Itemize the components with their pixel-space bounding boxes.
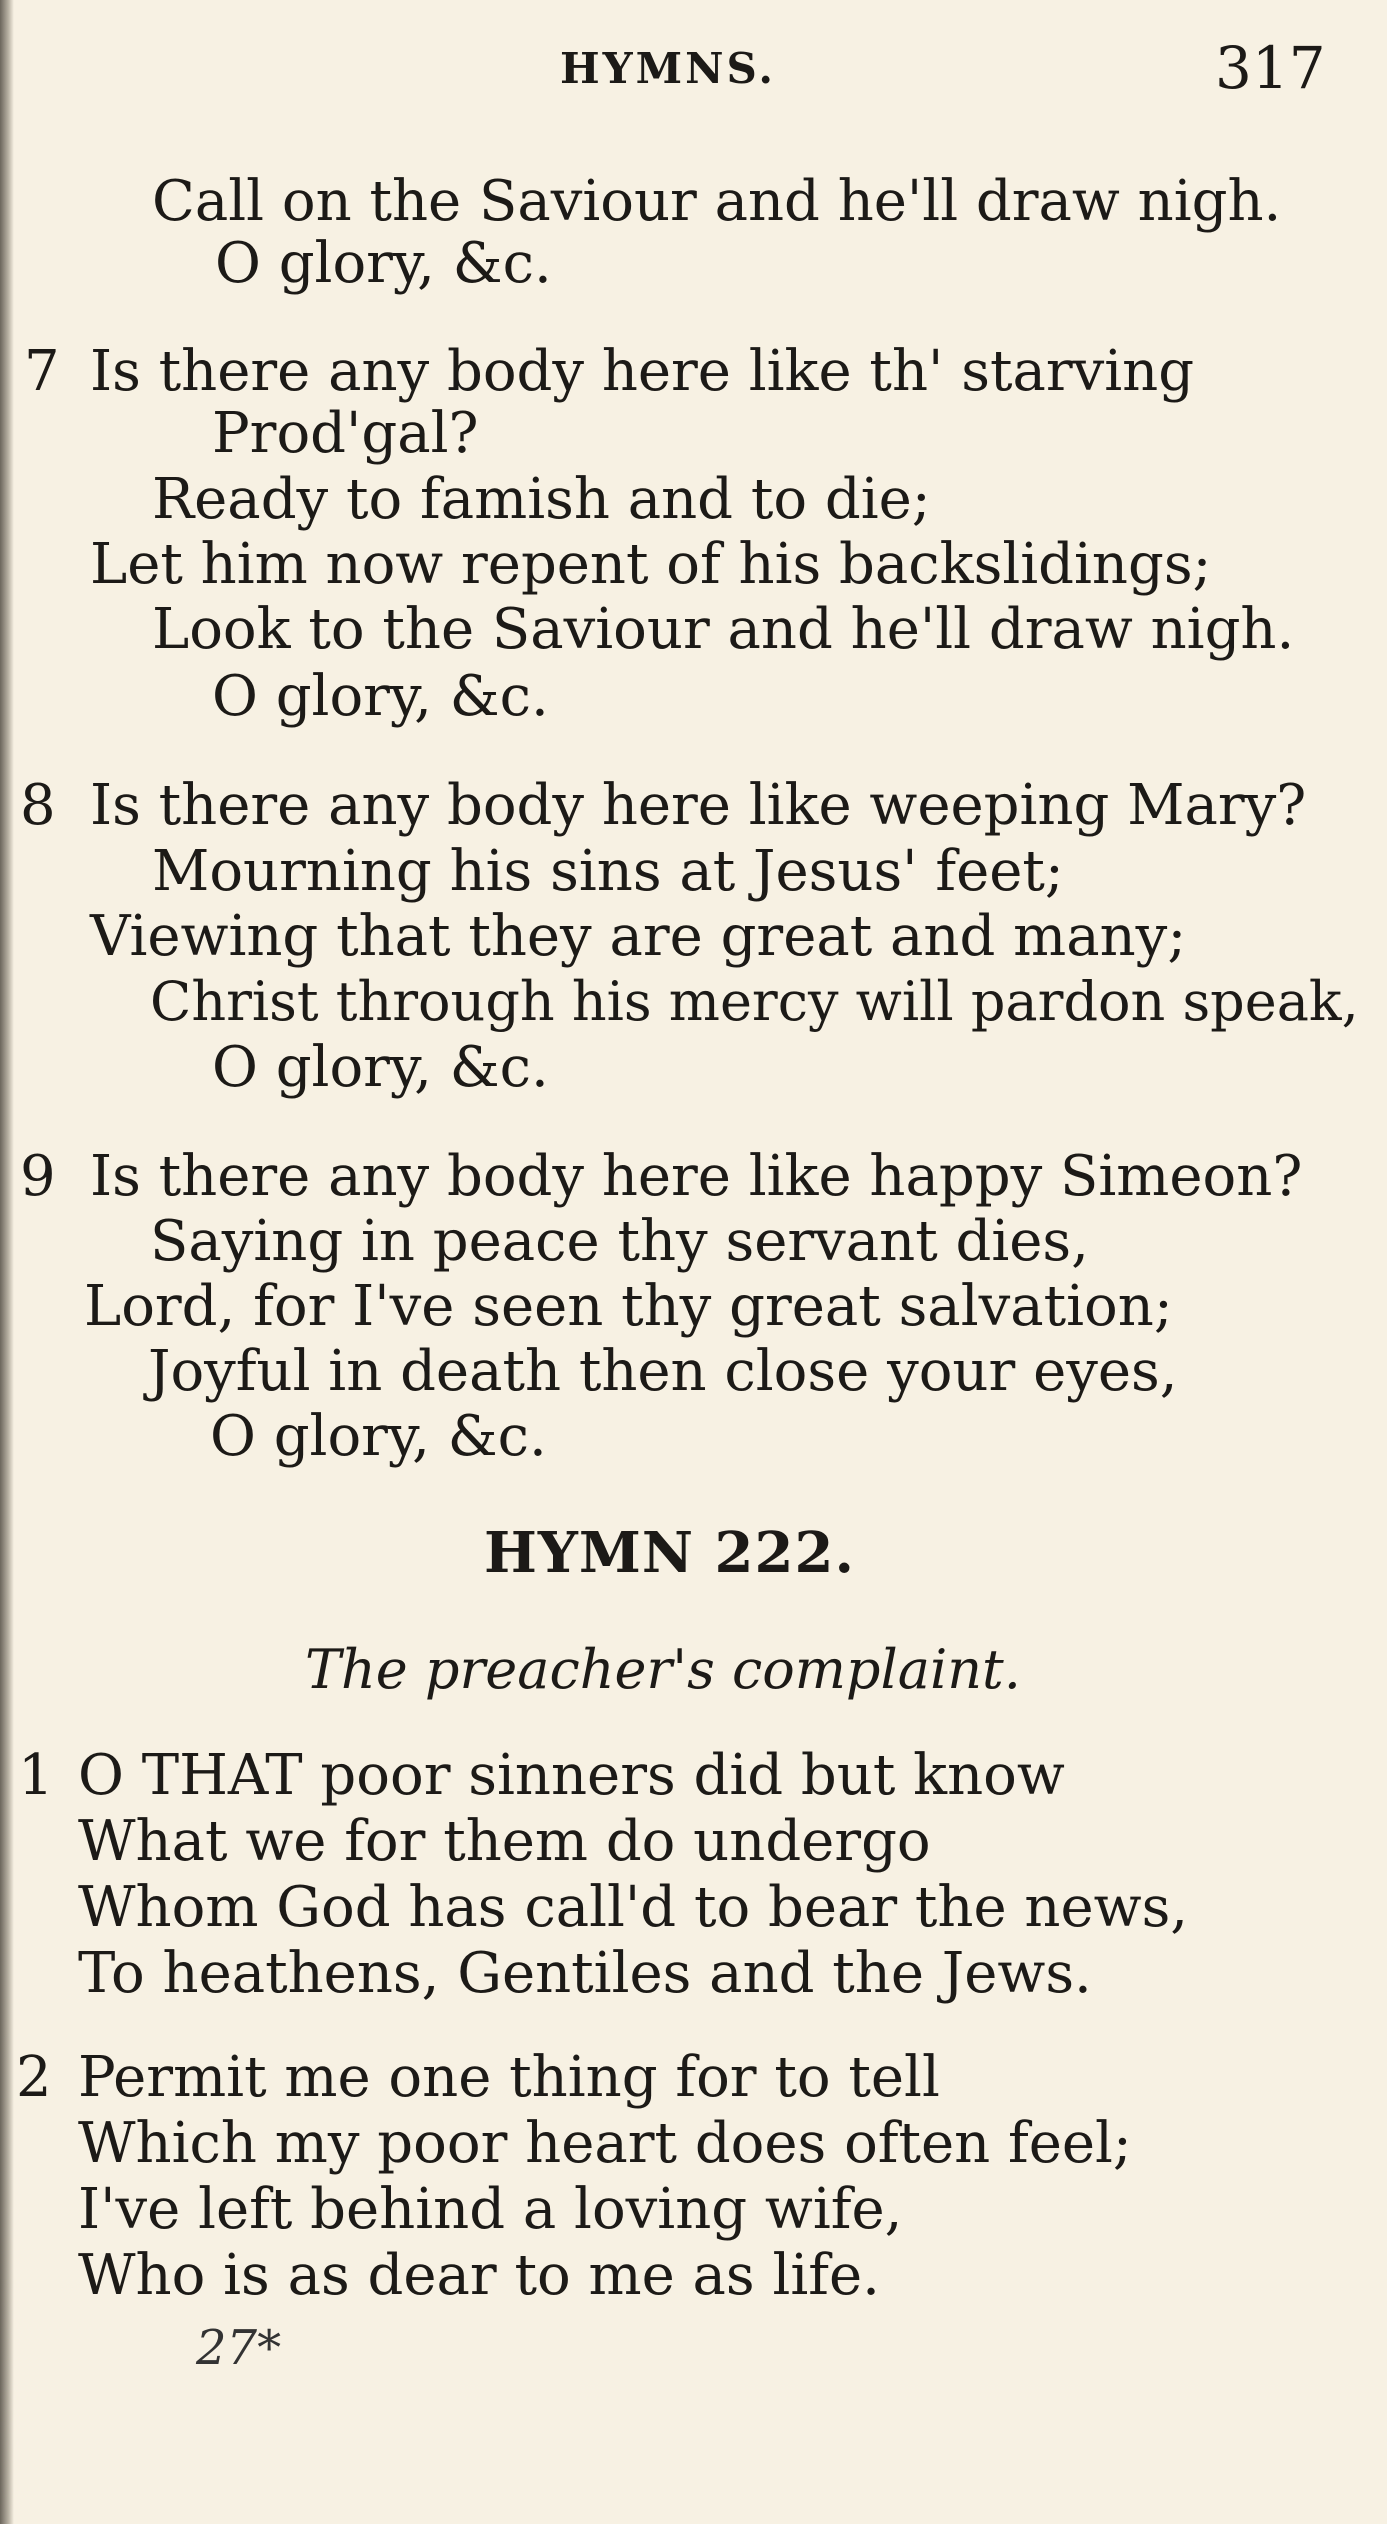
hymn-stanza1-line-4: To heathens, Gentiles and the Jews. <box>78 1941 1092 2006</box>
intro-line-1: Call on the Saviour and he'll draw nigh. <box>152 169 1282 234</box>
hymn-subtitle: The preacher's complaint. <box>305 1638 1021 1701</box>
hymn-stanza2-line-2: Which my poor heart does often feel; <box>78 2111 1132 2176</box>
stanza7-chorus: O glory, &c. <box>212 664 549 729</box>
hymn-stanza1-line-1: O THAT poor sinners did but know <box>78 1743 1065 1808</box>
hymn-stanza1-line-2: What we for them do undergo <box>78 1809 931 1874</box>
signature-mark: 27* <box>196 2320 282 2376</box>
stanza9-line-4: Joyful in death then close your eyes, <box>148 1339 1178 1404</box>
stanza8-line-3: Viewing that they are great and many; <box>90 904 1187 969</box>
stanza7-line-2: Ready to famish and to die; <box>152 467 931 532</box>
intro-chorus: O glory, &c. <box>215 231 552 296</box>
book-spine-shadow <box>0 0 14 2524</box>
stanza7-line-3: Let him now repent of his backslidings; <box>90 532 1212 597</box>
stanza-number-8: 8 <box>20 773 56 838</box>
stanza9-chorus: O glory, &c. <box>210 1404 547 1469</box>
stanza8-line-1: Is there any body here like weeping Mary? <box>90 773 1307 838</box>
stanza7-line-4: Look to the Saviour and he'll draw nigh. <box>152 597 1295 662</box>
page-header <box>0 30 1387 110</box>
stanza9-line-2: Saying in peace thy servant dies, <box>150 1209 1089 1274</box>
hymn-stanza1-line-3: Whom God has call'd to bear the news, <box>78 1875 1189 1940</box>
page-number: 317 <box>1215 34 1326 102</box>
hymn-stanza2-line-4: Who is as dear to me as life. <box>78 2243 880 2308</box>
hymn-stanza2-line-3: I've left behind a loving wife, <box>78 2177 903 2242</box>
stanza7-line-1b: Prod'gal? <box>212 401 479 466</box>
stanza-number-9: 9 <box>20 1144 56 1209</box>
stanza9-line-1: Is there any body here like happy Simeon? <box>90 1144 1303 1209</box>
stanza8-line-2: Mourning his sins at Jesus' feet; <box>152 839 1064 904</box>
stanza-number-7: 7 <box>24 339 60 404</box>
stanza7-line-1: Is there any body here like th' starving <box>90 339 1195 404</box>
hymn-title: HYMN 222. <box>484 1520 855 1586</box>
stanza8-chorus: O glory, &c. <box>212 1035 549 1100</box>
stanza8-line-4: Christ through his mercy will pardon speak, <box>150 970 1359 1033</box>
hymn-stanza-number-2: 2 <box>16 2045 52 2110</box>
hymn-stanza2-line-1: Permit me one thing for to tell <box>78 2045 940 2110</box>
stanza9-line-3: Lord, for I've seen thy great salvation; <box>84 1274 1173 1339</box>
running-head: HYMNS. <box>560 44 777 93</box>
hymn-stanza-number-1: 1 <box>18 1743 54 1808</box>
